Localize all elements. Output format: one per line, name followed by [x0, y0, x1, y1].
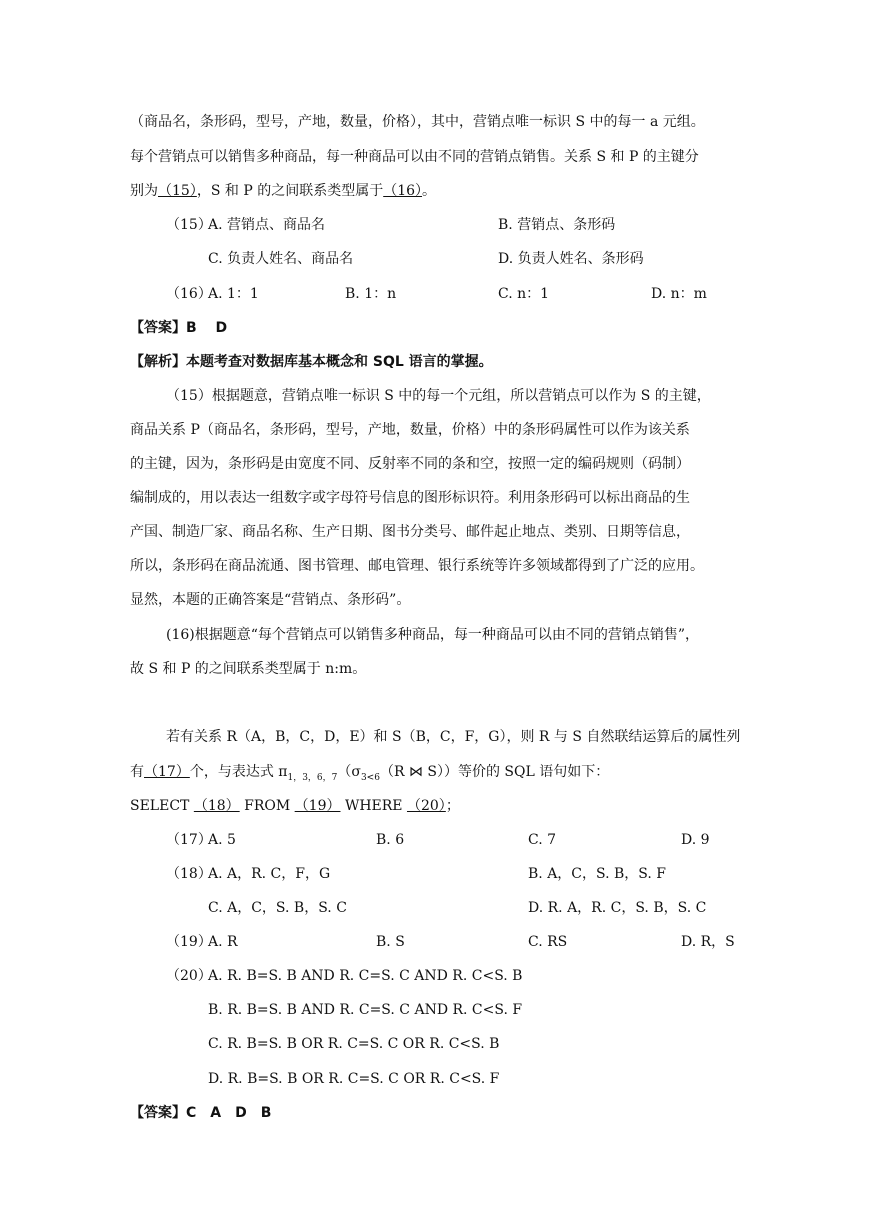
option-17-c: C. 7 [528, 832, 557, 848]
analysis-p1-line3: 的主键，因为，条形码是由宽度不同、反射率不同的条和空，按照一定的编码规则（码制） [130, 456, 690, 472]
option-19-d: D. R，S [681, 934, 735, 950]
analysis-p1-line6: 所以，条形码在商品流通、图书管理、邮电管理、银行系统等许多领域都得到了广泛的应用。 [130, 558, 704, 574]
blank-17: （17） [144, 764, 190, 780]
answer-1-label: 【答案】 [130, 320, 186, 336]
option-20-a: A. R. B=S. B AND R. C=S. C AND R. C<S. B [208, 968, 523, 984]
sql-statement [130, 796, 460, 816]
analysis-p1-line1: （15）根据题意，营销点唯一标识 S 中的每一个元组，所以营销点可以作为 S 的主键， [166, 388, 711, 404]
option-18-c: C. A，C，S. B，S. C [208, 900, 347, 916]
option-16-c: C. n：1 [498, 286, 550, 302]
option-15-b: B. 营销点、条形码 [498, 217, 616, 233]
blank-15: （15） [158, 183, 197, 199]
q2-stem-text-d: （R ⋈ S））等价的 SQL 语句如下： [379, 764, 610, 780]
option-19-b: B. S [376, 934, 405, 950]
analysis-p1-line4: 编制成的，用以表达一组数字或字母符号信息的图形标识符。利用条形码可以标出商品的生 [130, 490, 690, 506]
option-17-a: A. 5 [208, 832, 236, 848]
answer-1 [130, 318, 227, 338]
option-19-a: A. R [208, 934, 238, 950]
option-20-b: B. R. B=S. B AND R. C=S. C AND R. C<S. F [208, 1002, 523, 1018]
q2-stem-text-a: 有 [130, 764, 144, 780]
option-20-d: D. R. B=S. B OR R. C=S. C OR R. C<S. F [208, 1071, 500, 1087]
option-18-d: D. R. A，R. C，S. B，S. C [528, 900, 707, 916]
option-15-a: A. 营销点、商品名 [208, 217, 326, 233]
analysis-p1-line7: 显然，本题的正确答案是“营销点、条形码”。 [130, 592, 411, 608]
option-15-d: D. 负责人姓名、条形码 [498, 251, 644, 267]
option-16-d: D. n：m [651, 286, 707, 302]
option-18-number: （18） [166, 866, 212, 882]
sql-where-keyword: WHERE [344, 798, 403, 814]
answer-2-label: 【答案】 [130, 1105, 186, 1121]
option-19-c: C. RS [528, 934, 568, 950]
blank-16: （16） [383, 183, 423, 199]
option-16-b: B. 1：n [345, 286, 397, 302]
option-16-number: （16） [166, 286, 212, 302]
option-18-a: A. A，R. C，F，G [208, 866, 331, 882]
option-16-a: A. 1：1 [208, 286, 259, 302]
option-18-b: B. A，C，S. B，S. F [528, 866, 666, 882]
q1-intro-line1: （商品名，条形码，型号，产地，数量，价格），其中，营销点唯一标识 S 中的每一 a 元组。 [130, 114, 705, 130]
analysis-p2-line1: (16)根据题意“每个营销点可以销售多种商品，每一种商品可以由不同的营销点销售”， [166, 627, 700, 643]
q1-intro-text-b: ，S 和 P 的之间联系类型属于 [196, 183, 384, 199]
option-20-number: （20） [166, 968, 212, 984]
q2-stem-text-c: （σ [337, 764, 361, 780]
sql-select-keyword: SELECT [130, 798, 190, 814]
option-20-c: C. R. B=S. B OR R. C=S. C OR R. C<S. B [208, 1036, 500, 1052]
option-15-c: C. 负责人姓名、商品名 [208, 251, 354, 267]
option-17-number: （17） [166, 832, 212, 848]
analysis-title: 本题考查对数据库基本概念和 SQL 语言的掌握。 [186, 354, 493, 370]
q1-intro-text-c: 。 [422, 183, 437, 199]
q1-intro-line2: 每个营销点可以销售多种商品，每一种商品可以由不同的营销点销售。关系 S 和 P 的主键分 [130, 149, 699, 165]
option-15-number: （15） [166, 217, 212, 233]
blank-18: （18） [193, 798, 240, 814]
pi-subscript: 1，3，6，7 [287, 773, 338, 783]
option-19-number: （19） [166, 934, 212, 950]
blank-20: （20） [406, 798, 446, 814]
answer-2 [130, 1103, 271, 1123]
sql-from-keyword: FROM [244, 798, 291, 814]
sql-end: ； [445, 798, 460, 814]
q2-stem-text-b: 个，与表达式 π [189, 764, 288, 780]
blank-19: （19） [294, 798, 341, 814]
analysis-label: 【解析】 [130, 354, 186, 370]
option-17-b: B. 6 [376, 832, 405, 848]
q2-stem-line1: 若有关系 R（A，B，C，D，E）和 S（B，C，F，G），则 R 与 S 自然联结运算后的属性列 [166, 729, 741, 745]
analysis-p2-line2: 故 S 和 P 的之间联系类型属于 n:m。 [130, 661, 367, 677]
analysis-p1-line5: 产国、制造厂家、商品名称、生产日期、图书分类号、邮件起止地点、类别、日期等信息， [130, 524, 690, 540]
analysis-heading [130, 352, 493, 372]
q1-intro-line3 [130, 181, 436, 201]
q1-intro-text-a: 别为 [130, 183, 158, 199]
answer-2-value: C A D B [186, 1105, 272, 1121]
sigma-subscript: 3<6 [360, 773, 380, 783]
answer-1-value: B D [186, 320, 228, 336]
q2-stem-line2 [130, 762, 609, 784]
option-17-d: D. 9 [681, 832, 710, 848]
analysis-p1-line2: 商品关系 P（商品名，条形码，型号，产地，数量，价格）中的条形码属性可以作为该关系 [130, 422, 690, 438]
